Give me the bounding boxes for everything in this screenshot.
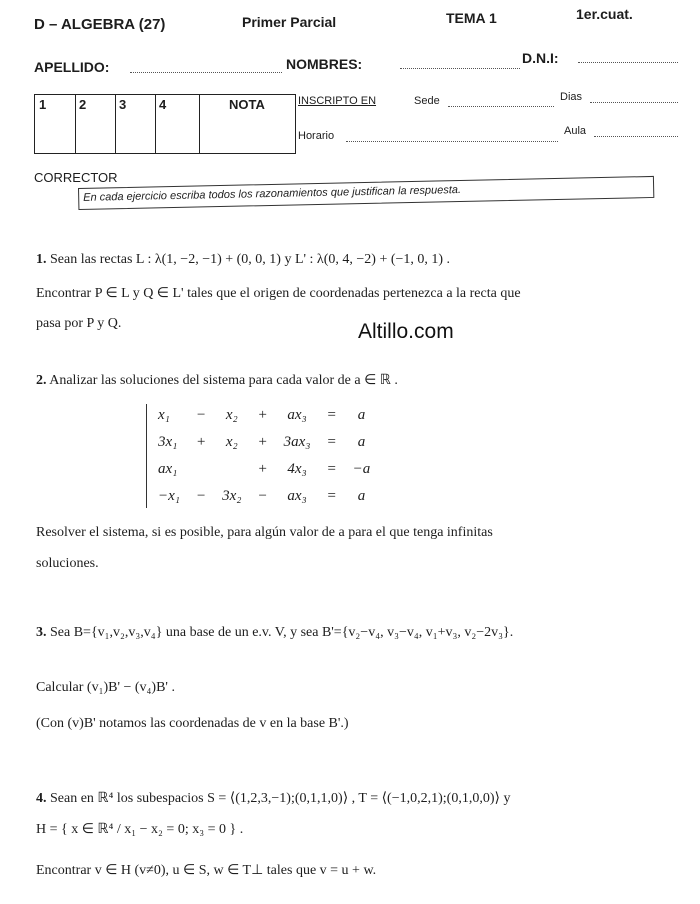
dni-field[interactable]: [578, 62, 678, 63]
sede-field[interactable]: [448, 106, 554, 107]
equation-row: −x₁ − 3x₂ − ax₃ = a: [158, 488, 366, 504]
equation-row: 3x₁ + x₂ + 3ax₃ = a: [158, 434, 366, 450]
equation-system: [150, 402, 378, 510]
exercise-2-line-1: 2. Analizar las soluciones del sistema para cada valor de a ∈ ℝ .: [36, 373, 398, 388]
dias-label: Dias: [560, 91, 583, 103]
equation-row: x₁ − x₂ + ax₃ = a: [158, 407, 366, 423]
exercise-3-line-1: 3. Sea B={v₁,v₂,v₃,v₄} una base de un e.v. V, y sea B'={v₂−v₄, v₃−v₄, v₁+v₃, v₂−2v₃}.: [36, 625, 514, 640]
horario-field[interactable]: [346, 141, 558, 142]
dias-field[interactable]: [590, 102, 678, 103]
watermark: Altillo.com: [358, 320, 454, 343]
grid-cell-nota[interactable]: NOTA: [229, 97, 265, 112]
aula-label: Aula: [564, 125, 587, 137]
apellido-field[interactable]: [130, 72, 282, 73]
corrector-label: CORRECTOR: [34, 170, 118, 185]
horario-label: Horario: [298, 130, 335, 142]
exercise-2-line-2: Resolver el sistema, si es posible, para algún valor de a para el que tenga infinitas: [36, 525, 493, 540]
course-title: D – ALGEBRA (27): [34, 16, 166, 33]
nombres-label: NOMBRES:: [286, 56, 363, 72]
grid-cell-4[interactable]: 4: [155, 95, 200, 153]
system-brace: [146, 404, 147, 508]
period-label: 1er.cuat.: [576, 6, 633, 22]
exercise-1-line-2: Encontrar P ∈ L y Q ∈ L' tales que el origen de coordenadas pertenezca a la recta que: [36, 286, 521, 301]
instruction-text: En cada ejercicio escriba todos los razonamientos que justifican la respuesta.: [83, 183, 462, 204]
exercise-1-line-3: pasa por P y Q.: [36, 316, 122, 331]
equation-row: ax₁ + 4x₃ = −a: [158, 461, 371, 477]
exercise-3-line-2: Calcular (v₁)B' − (v₄)B' .: [36, 680, 175, 695]
nombres-field[interactable]: [400, 68, 520, 69]
aula-field[interactable]: [594, 136, 678, 137]
exercise-3-line-3: (Con (v)B' notamos las coordenadas de v en la base B'.): [36, 716, 349, 731]
grade-grid: [34, 94, 296, 154]
exam-title: Primer Parcial: [242, 14, 337, 30]
apellido-label: APELLIDO:: [34, 59, 110, 75]
exercise-1-line-1: 1. Sean las rectas L : λ(1, −2, −1) + (0, 0, 1) y L' : λ(0, 4, −2) + (−1, 0, 1) .: [36, 252, 451, 267]
exercise-4-line-2: H = { x ∈ ℝ⁴ / x₁ − x₂ = 0; x₃ = 0 } .: [36, 822, 244, 837]
tema-label: TEMA 1: [446, 10, 497, 26]
inscripto-label: INSCRIPTO EN: [298, 95, 377, 107]
exercise-4-line-1: 4. Sean en ℝ⁴ los subespacios S = ⟨(1,2,3,−1);(0,1,1,0)⟩ , T = ⟨(−1,0,2,1);(0,1,0,0)⟩ y: [36, 791, 511, 806]
exercise-2-line-3: soluciones.: [36, 556, 99, 571]
dni-label: D.N.I:: [522, 50, 559, 66]
instruction-box: [78, 176, 654, 210]
exercise-4-line-3: Encontrar v ∈ H (v≠0), u ∈ S, w ∈ T⊥ tales que v = u + w.: [36, 863, 377, 878]
grid-cell-1[interactable]: 1: [35, 95, 76, 153]
sede-label: Sede: [414, 95, 440, 107]
grid-cell-3[interactable]: 3: [115, 95, 156, 153]
grid-cell-2[interactable]: 2: [75, 95, 116, 153]
